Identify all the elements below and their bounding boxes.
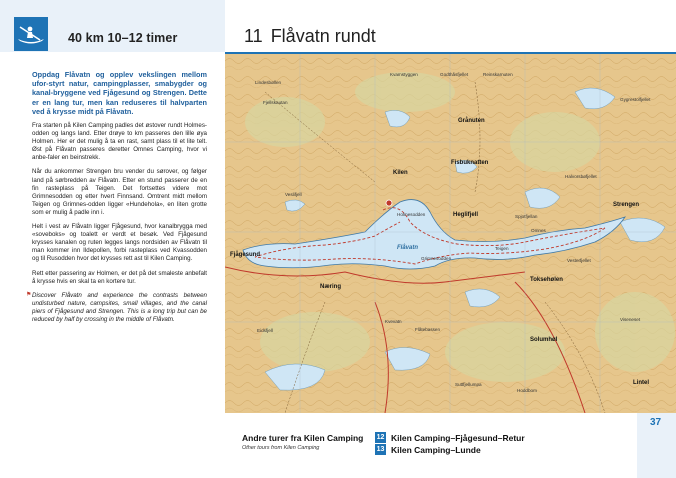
place-label: Solumhøl — [530, 337, 558, 343]
place-label: Viseneset — [620, 317, 641, 322]
canoe-icon — [14, 17, 48, 51]
place-label: Suttfjellumpa — [455, 382, 482, 387]
english-summary — [26, 291, 207, 324]
place-label: Flåtebassen — [415, 327, 441, 332]
map[interactable] — [225, 52, 676, 413]
place-label: Kilen — [393, 170, 408, 176]
place-label: Grånuten — [458, 118, 485, 124]
place-label: Grimnesodden — [421, 256, 452, 261]
tour-badge: 12 — [376, 434, 385, 441]
paragraph-4: Rett etter passering av Holmen, er det på det smaleste anbefalt å krysse hvis en skal ta en kortere tur. — [32, 269, 207, 285]
place-label: Heglifjell — [453, 212, 479, 218]
flag-icon: ⚑ — [26, 291, 32, 298]
tour-link-12[interactable] — [375, 432, 525, 443]
english-paragraph: Discover Flåvatn and experience the contrasts between undisturbed nature, campsites, small villages, and the canal piers of Fjågesund and Strengen. This is a long trip but can be reduced by half by crossing in the middle of Flåvatn. — [32, 291, 207, 323]
place-label: Godthåsfjellet — [440, 72, 469, 77]
other-tours-sub: Other tours from Kilen Camping — [242, 445, 320, 451]
header-left — [0, 0, 225, 52]
map-top-border — [225, 52, 676, 54]
page-number: 37 — [650, 417, 662, 428]
place-label: Veslifjell — [285, 192, 302, 197]
tour-label: Kilen Camping–Fjågesund–Retur — [391, 432, 525, 443]
intro-paragraph: Oppdag Flåvatn og opplev vekslingen mellom ufor-styrt natur, campingplasser, smabygder og kanal-bryggene ved Fjågesund og Strengen. Dette er en lang tur, men kan reduseres til halvparten ved å krysse midt på Flåvatn. — [32, 70, 207, 116]
place-label: Vesterfjellet — [567, 258, 591, 263]
place-label: Lindesbøllen — [255, 80, 282, 85]
place-label: Strengen — [613, 202, 640, 208]
start-marker — [386, 200, 392, 206]
paragraph-2: Når du ankommer Strengen bru vender du sørover, og følger land på sørbredden av Flåvatn. Etter en stund passerer de en fin rasteplass på Teigen. Det fortsettes videre mot Grimnesodden og etter hvert Finnsand. Omtrent midt mellom Teigen og Grimnes-odden ligger «Hundehola», en liten grotte som er mulig å padle inn i. — [32, 168, 207, 216]
place-label: Halvorsbøfjellet — [565, 174, 597, 179]
place-label: Lintel — [633, 380, 649, 386]
place-label: Spjotfjellan — [515, 214, 538, 219]
map-svg — [225, 52, 676, 413]
paragraph-3: Helt i vest av Flåvatn ligger Fjågesund, hvor kanalbrygga med «soveboks» og toalett er verdt et besøk. Ved Fjågesund krysses kanalen og ruten legges langs nordsiden av Flåvatn til man kommer inn Ildepollen, forbi rasteplass ved Kvassodden og til Rusodden hvor det krysses rett ast til Kilen Camping. — [32, 223, 207, 263]
place-label: Fjågesund — [230, 252, 261, 258]
place-label: Næring — [320, 284, 341, 290]
route-number: 11 — [244, 26, 263, 46]
place-label: Toksehølen — [530, 277, 563, 283]
place-label: Reinskarnuten — [483, 72, 513, 77]
place-label: Holmesodden — [397, 212, 426, 217]
distance-time: 40 km 10–12 timer — [68, 31, 178, 45]
page-title — [244, 26, 376, 47]
footer — [225, 413, 676, 478]
description — [26, 70, 207, 330]
place-label: Eidsfjell — [257, 328, 273, 333]
place-label: Kvevatn — [385, 319, 402, 324]
place-label: Hoddbom — [517, 388, 537, 393]
other-tours-label: Andre turer fra Kilen Camping — [242, 433, 364, 443]
place-label: Fisbuknatten — [451, 160, 489, 166]
paragraph-1: Fra starten på Kilen Camping padles det østover rundt Holmes-odden og langs land. Etter drøye to km passeres den lille øya Holmen. Her er det mulig å ta en rast, samt plass til et lite telt. Øst på Flåvatn passeres deretter Omnes Camping, hvor vi anbe-faler en beinstrekk. — [32, 122, 207, 162]
tour-badge: 13 — [376, 446, 385, 453]
place-label: Teigen — [495, 246, 509, 251]
tour-label: Kilen Camping–Lunde — [391, 444, 481, 455]
lake-label: Flåvatn — [397, 245, 419, 251]
place-label: Fjellskautan — [263, 100, 288, 105]
place-label: Gygrestolfjellet — [620, 97, 651, 102]
place-label: Omnes — [531, 228, 546, 233]
tour-link-13[interactable] — [375, 444, 481, 455]
route-title: Flåvatn rundt — [270, 26, 376, 46]
place-label: Kvamstyggen — [390, 72, 418, 77]
